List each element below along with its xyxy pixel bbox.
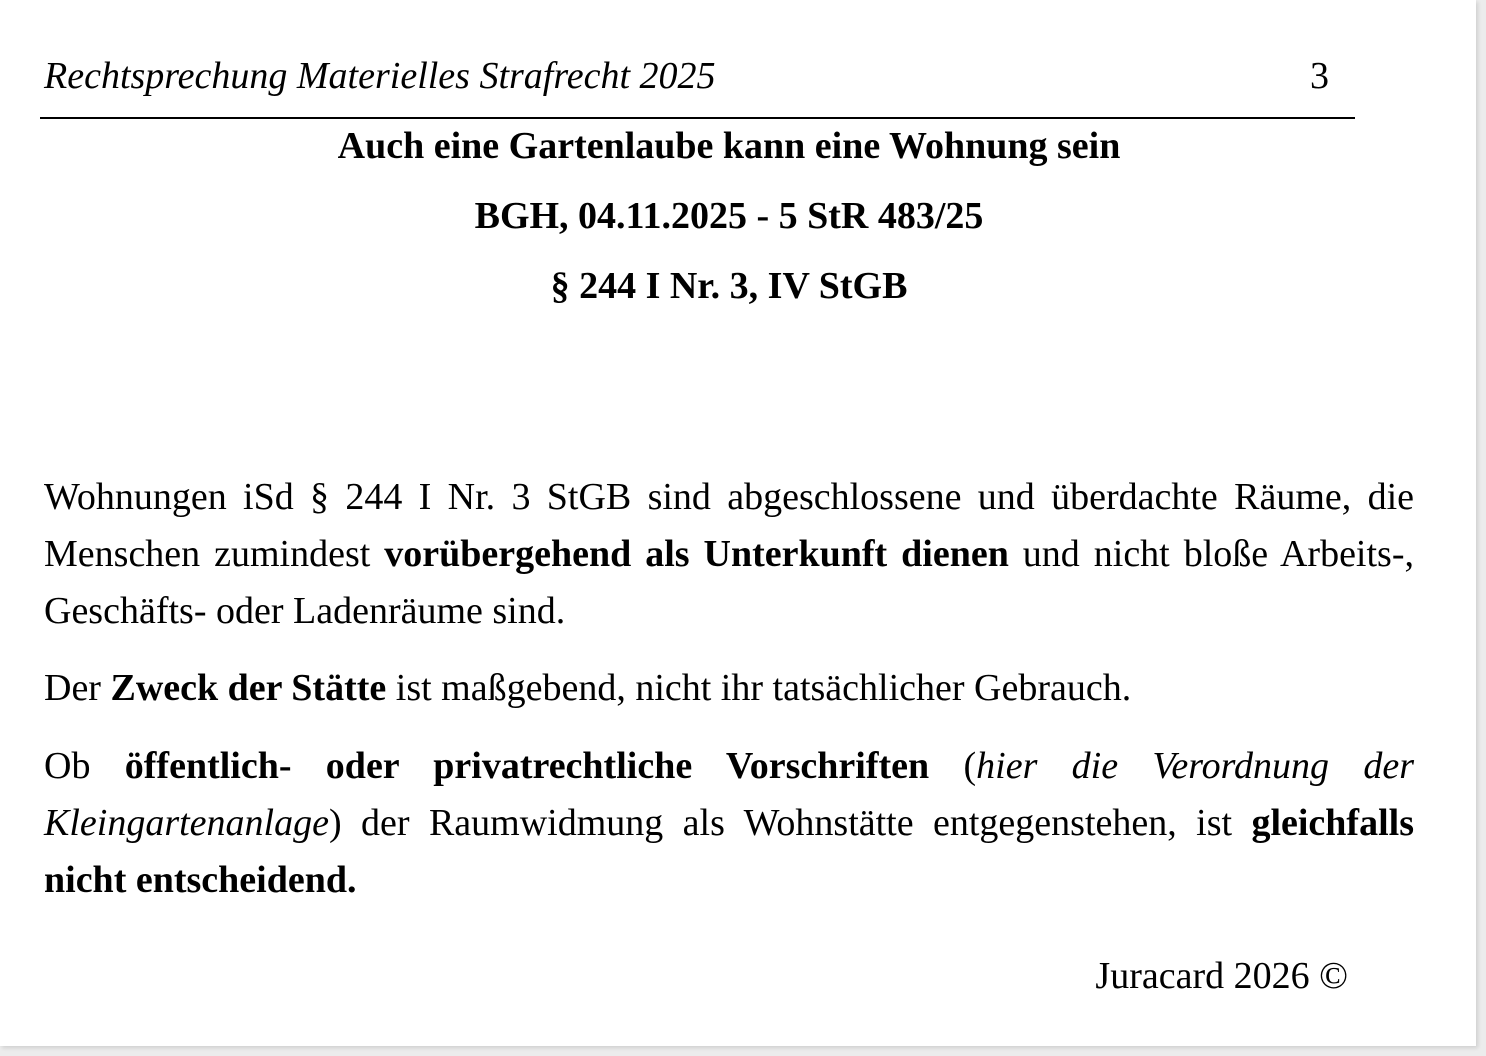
emphasis-text: Zweck der Stätte bbox=[110, 667, 387, 709]
case-title: Auch eine Gartenlaube kann eine Wohnung sein bbox=[337, 125, 1121, 167]
emphasis-text: vorübergehend als Unterkunft dienen bbox=[384, 533, 1009, 575]
paragraph-text: Der bbox=[44, 667, 111, 709]
paragraph-regulations bbox=[44, 738, 1414, 909]
paragraph-text: Wohnungen iSd § 244 I Nr. 3 StGB sind abgeschlossene und überdachte Räume, die Menschen zumindest bbox=[44, 476, 1414, 575]
emphasis-text: öffentlich- oder privatrechtliche Vorschriften bbox=[124, 745, 930, 787]
court-citation: BGH, 04.11.2025 - 5 StR 483/25 bbox=[474, 195, 984, 237]
header-rule bbox=[40, 117, 1355, 119]
copyright-footer: Juracard 2026 © bbox=[1095, 955, 1348, 997]
page-number: 3 bbox=[1310, 55, 1329, 97]
running-header-title: Rechtsprechung Materielles Strafrecht 2025 bbox=[44, 55, 716, 97]
paragraph-definition bbox=[44, 469, 1414, 640]
italic-note: hier die Verordnung der Kleingartenanlage bbox=[44, 745, 1414, 844]
paragraph-text: ( bbox=[929, 745, 977, 787]
paragraph-text: ist maßgebend, nicht ihr tatsächlicher Gebrauch. bbox=[386, 667, 1132, 709]
emphasis-text: gleichfalls nicht entscheidend. bbox=[44, 802, 1414, 901]
paragraph-purpose bbox=[44, 660, 1414, 717]
statute-reference: § 244 I Nr. 3, IV StGB bbox=[550, 265, 908, 307]
paragraph-text: und nicht bloße Arbeits-, Geschäfts- oder Ladenräume sind. bbox=[44, 533, 1414, 632]
paragraph-text: ) der Raumwidmung als Wohnstätte entgegenstehen, ist bbox=[328, 802, 1252, 844]
paragraph-text: Ob bbox=[44, 745, 125, 787]
